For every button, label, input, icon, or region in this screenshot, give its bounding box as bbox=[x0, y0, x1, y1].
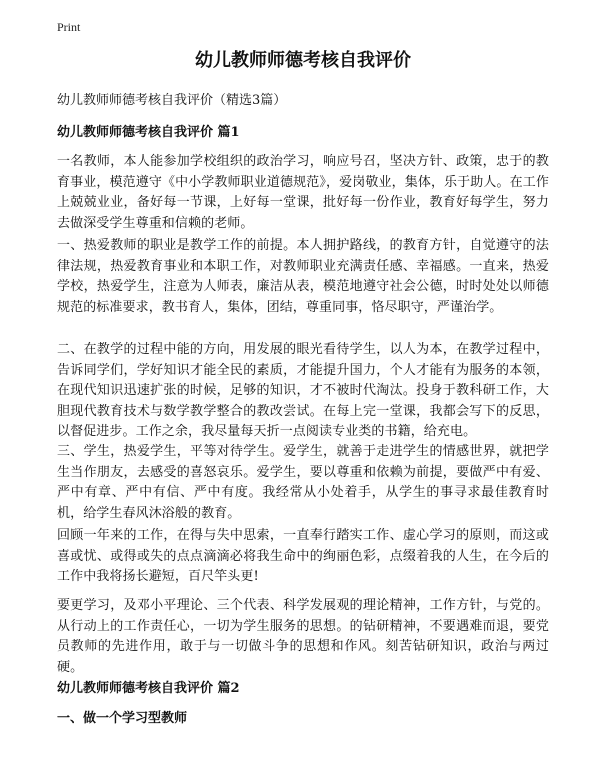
paragraph: 回顾一年来的工作，在得与失中思索，一直奉行踏实工作、虚心学习的原则，而这或喜或忧、或得或失的点点滴滴必将我生命中的绚丽色彩，点缀着我的人生，在今后的工作中我将扬长避短，百尺竿头更! bbox=[57, 528, 549, 584]
page-title: 幼儿教师师德考核自我评价 bbox=[195, 50, 411, 71]
paragraph: 一、热爱教师的职业是教学工作的前提。本人拥护路线，的教育方针，自觉遵守的法律法规，热爱教育事业和本职工作，对教师职业充满责任感、幸福感。一直来，热爱学校，热爱学生，注意为人师表，廉洁从表，模范地遵守社会公德，时时处处以师德规范的标准要求，教书育人，集体，团结，尊重同事，恪尽职守，严谨治学。 bbox=[57, 238, 549, 315]
print-link[interactable]: Print bbox=[57, 20, 81, 34]
document-subtitle: 幼儿教师师德考核自我评价（精选3篇） bbox=[57, 93, 287, 108]
paragraph: 二、在教学的过程中能的方向，用发展的眼光看待学生，以人为本，在教学过程中，告诉同学们，学好知识才能全民的素质，才能提升国力，个人才能有为服务的本领，在现代知识迅速扩张的时候，足够的知识，才不被时代淘汰。投身于教科研工作，大胆现代教育技术与数学教学整合的教改尝试。在每上完一堂课，我都会写下的反思，以督促进步。工作之余，我尽量每天折一点阅读专业类的书籍，给充电。 bbox=[57, 342, 549, 439]
section-heading-1: 幼儿教师师德考核自我评价 篇1 bbox=[57, 125, 240, 140]
paragraph: 一名教师，本人能参加学校组织的政治学习，响应号召，坚决方针、政策，忠于的教育事业，模范遵守《中小学教师职业道德规范》，爱岗敬业，集体，乐于助人。在工作上兢兢业业，备好每一节课，上好每一堂课，批好每一份作业，教育好每学生，努力去做深受学生尊重和信赖的老师。 bbox=[57, 154, 549, 231]
section-subheading: 一、做一个学习型教师 bbox=[57, 711, 188, 726]
paragraph: 三、学生，热爱学生，平等对待学生。爱学生，就善于走进学生的情感世界，就把学生当作朋友，去感受的喜怒哀乐。爱学生，要以尊重和依赖为前提，要做严中有爱、严中有章、严中有信、严中有度。我经常从小处着手，从学生的事寻求最佳教育时机，给学生春风沐浴般的教育。 bbox=[57, 444, 549, 521]
paragraph: 要更学习，及邓小平理论、三个代表、科学发展观的理论精神，工作方针，与党的。从行动上的工作责任心，一切为学生服务的思想。的钻研精神，不要遇难而退，要党员教师的先进作用，敢于与一切做斗争的思想和作风。刻苦钻研知识，政治与两过硬。 bbox=[57, 598, 549, 675]
section-heading-2: 幼儿教师师德考核自我评价 篇2 bbox=[57, 681, 240, 696]
